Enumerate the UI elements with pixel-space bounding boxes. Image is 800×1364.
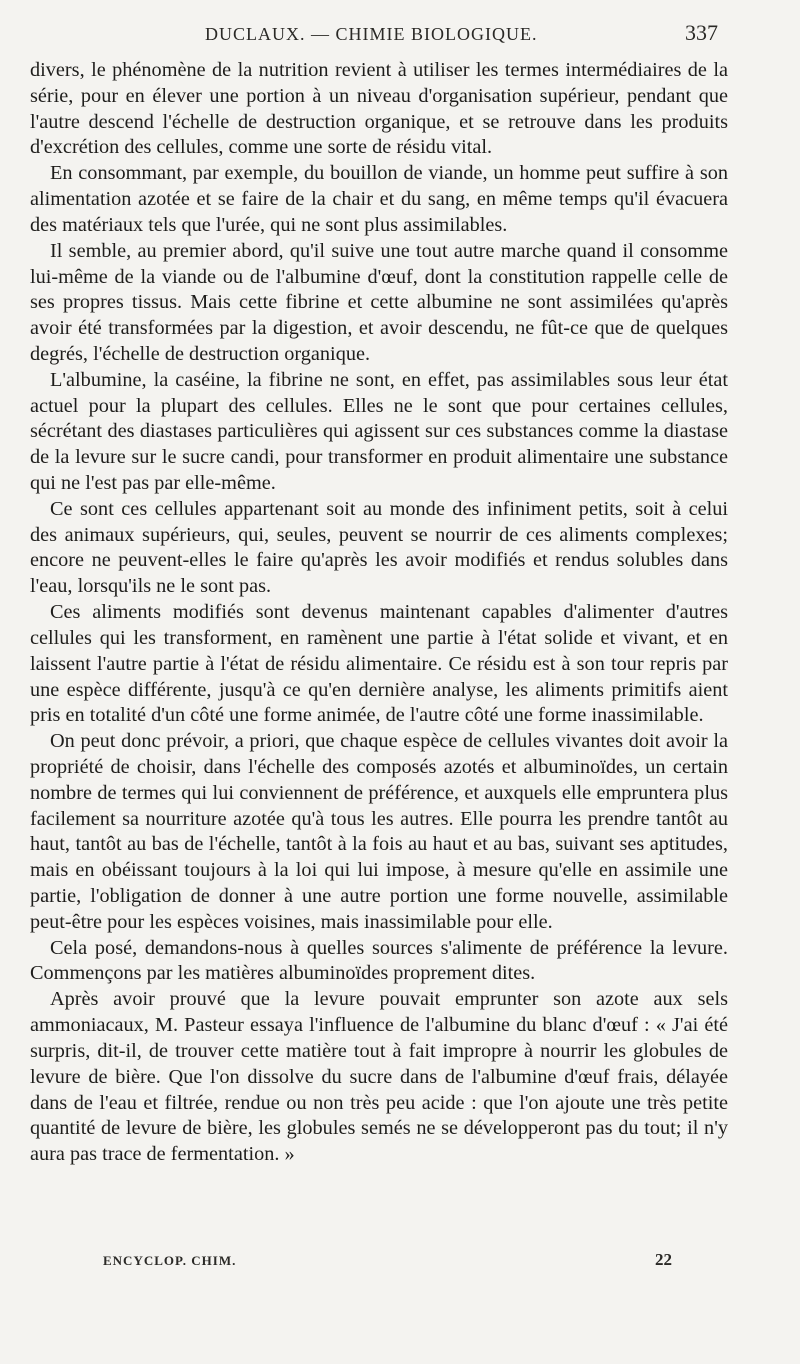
page-footer xyxy=(0,1250,800,1277)
printer-signature: ENCYCLOP. CHIM. xyxy=(103,1253,237,1268)
paragraph: On peut donc prévoir, a priori, que chaque espèce de cellules vivantes doit avoir la propriété de choisir, dans l'échelle des composés azotés et albuminoïdes, un certain nombre de termes qui lui conviennent de préférence, et auxquels elle empruntera plus facilement sa nourriture azotée qu'à tous les autres. Elle pourra les prendre tantôt au haut, tantôt au bas de l'échelle, tantôt à la fois au haut et au bas, suivant ses aptitudes, mais en obéissant toujours à la loi qui lui impose, à mesure qu'elle en assimile une partie, l'obligation de donner à une autre portion une forme nouvelle, assimilable peut-être pour les espèces voisines, mais inassimilable pour elle. xyxy=(30,730,728,933)
sheet-number: 22 xyxy=(655,1250,672,1269)
paragraph: Ces aliments modifiés sont devenus maintenant capables d'alimenter d'autres cellules qui les transforment, en ramènent une partie à l'état solide et vivant, et en laissent l'autre partie à l'état de résidu alimentaire. Ce résidu est à son tour repris par une espèce différente, jusqu'à ce qu'en dernière analyse, les aliments primitifs aient pris en totalité d'un côté une forme animée, de l'autre côté une forme inassimilable. xyxy=(30,601,728,727)
paragraph: Ce sont ces cellules appartenant soit au monde des infiniment petits, soit à celui des animaux supérieurs, qui, seules, peuvent se nourrir de ces aliments complexes; encore ne peuvent-elles le faire qu'après les avoir modifiés et rendus solubles dans l'eau, lorsqu'ils ne le sont pas. xyxy=(30,497,728,598)
page-header xyxy=(0,20,800,50)
paragraph: Il semble, au premier abord, qu'il suive une tout autre marche quand il consomme lui-même de la viande ou de l'albumine d'œuf, dont la constitution rappelle celle de ses propres tissus. Mais cette fibrine et cette albumine ne sont assimilées qu'après avoir été transformées par la digestion, et avoir descendu, ne fût-ce que de quelques degrés, l'échelle de destruction organique. xyxy=(30,239,728,365)
paragraph: En consommant, par exemple, du bouillon de viande, un homme peut suffire à son alimentation azotée et se faire de la chair et du sang, en même temps qu'il évacuera des matériaux tels que l'urée, qui ne sont plus assimilables. xyxy=(30,162,728,236)
paragraph: Après avoir prouvé que la levure pouvait emprunter son azote aux sels ammoniacaux, M. Pasteur essaya l'influence de l'albumine du blanc d'œuf : « J'ai été surpris, dit-il, de trouver cette matière tout à fait impropre à nourrir les globules de levure de bière. Que l'on dissolve du sucre dans de l'albumine d'œuf frais, délayée dans de l'eau et filtrée, rendue ou non très peu acide : que l'on ajoute une très petite quantité de levure de bière, les globules semés ne se développeront pas du tout; il n'y aura pas trace de fermentation. » xyxy=(30,988,728,1166)
paragraph: divers, le phénomène de la nutrition revient à utiliser les termes intermédiaires de la série, pour en élever une portion à un niveau d'organisation supérieur, pendant que l'autre descend l'échelle de destruction organique, et se retrouve dans les produits d'excrétion des cellules, comme une sorte de résidu vital. xyxy=(30,59,728,159)
body-text xyxy=(30,58,728,1168)
running-title: DUCLAUX. — CHIMIE BIOLOGIQUE. xyxy=(205,24,538,44)
paragraph: L'albumine, la caséine, la fibrine ne sont, en effet, pas assimilables sous leur état actuel pour la plupart des cellules. Elles ne le sont que pour certaines cellules, sécrétant des diastases particulières qui agissent sur ces substances comme la diastase de la levure sur le sucre candi, pour transformer en produit alimentaire une substance qui ne l'est pas par elle-même. xyxy=(30,368,728,494)
page-number: 337 xyxy=(685,20,718,45)
paragraph: Cela posé, demandons-nous à quelles sources s'alimente de préférence la levure. Commençons par les matières albuminoïdes proprement dites. xyxy=(30,936,728,985)
